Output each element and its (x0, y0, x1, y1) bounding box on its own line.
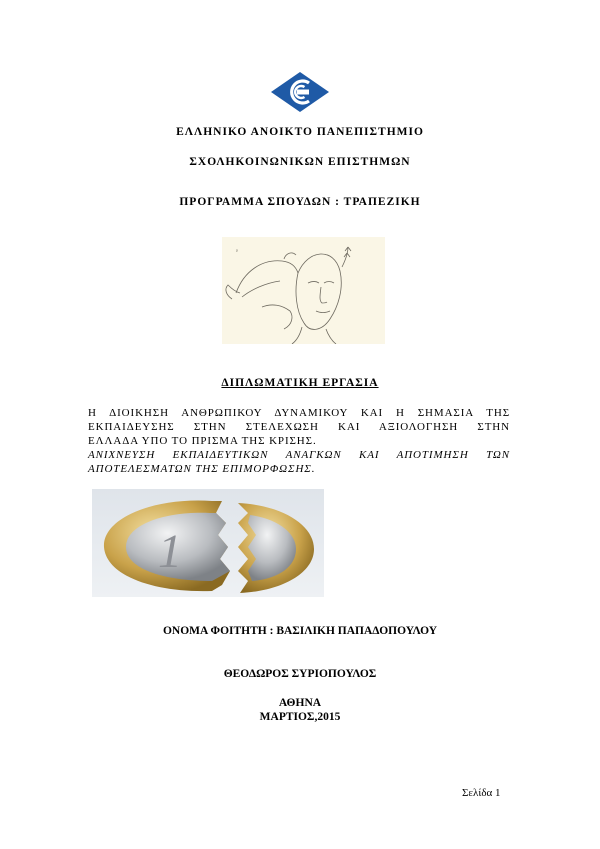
thesis-title-line-3: ΕΛΛΑΔΑ ΥΠΟ ΤΟ ΠΡΙΣΜΑ ΤΗΣ ΚΡΙΣΗΣ. (88, 435, 317, 447)
dove-face-sketch-icon (222, 237, 385, 344)
city: ΑΘΗΝΑ (278, 697, 322, 709)
thesis-subtitle-line-1: ΑΝΙΧΝΕΥΣΗ ΕΚΠΑΙΔΕΥΤΙΚΩΝ ΑΝΑΓΚΩΝ ΚΑΙ ΑΠΟΤΙΜΗΣΗ ΤΩΝ (88, 449, 510, 461)
thesis-type-heading: ΔΙΠΛΩΜΑΤΙΚΗ ΕΡΓΑΣΙΑ (221, 377, 379, 389)
thesis-subtitle-line-2: ΑΠΟΤΕΛΕΣΜΑΤΩΝ ΤΗΣ ΕΠΙΜΟΡΦΩΣΗΣ. (88, 463, 316, 475)
university-name: ΕΛΛΗΝΙΚΟ ΑΝΟΙΚΤΟ ΠΑΝΕΠΙΣΤΗΜΙΟ (176, 126, 424, 138)
school-name: ΣΧΟΛΗΚΟΙΝΩΝΙΚΩΝ ΕΠΙΣΤΗΜΩΝ (189, 156, 411, 168)
svg-text:ᵖ: ᵖ (236, 249, 238, 255)
coin-digit: 1 (158, 525, 182, 578)
university-logo-icon (269, 70, 331, 114)
broken-euro-coin-icon (92, 489, 324, 597)
student-name: ΟΝΟΜΑ ΦΟΙΤΗΤΗ : ΒΑΣΙΛΙΚΗ ΠΑΠΑΔΟΠΟΥΛΟΥ (162, 625, 438, 637)
supervisor-name: ΘΕΟΔΩΡΟΣ ΣΥΡΙΟΠΟΥΛΟΣ (223, 668, 377, 680)
thesis-title-line-1: Η ΔΙΟΙΚΗΣΗ ΑΝΘΡΩΠΙΚΟΥ ΔΥΝΑΜΙΚΟΥ ΚΑΙ Η ΣΗΜΑΣΙΑ ΤΗΣ (88, 407, 510, 419)
thesis-title-line-2: ΕΚΠΑΙΔΕΥΣΗΣ ΣΤΗΝ ΣΤΕΛΕΧΩΣΗ ΚΑΙ ΑΞΙΟΛΟΓΗΣΗ ΣΤΗΝ (88, 421, 510, 433)
program-name: ΠΡΟΓΡΑΜΜΑ ΣΠΟΥΔΩΝ : ΤΡΑΠΕΖΙΚΗ (179, 196, 421, 208)
page-number: Σελίδα 1 (462, 787, 501, 799)
date: ΜΑΡΤΙΟΣ,2015 (259, 711, 341, 723)
